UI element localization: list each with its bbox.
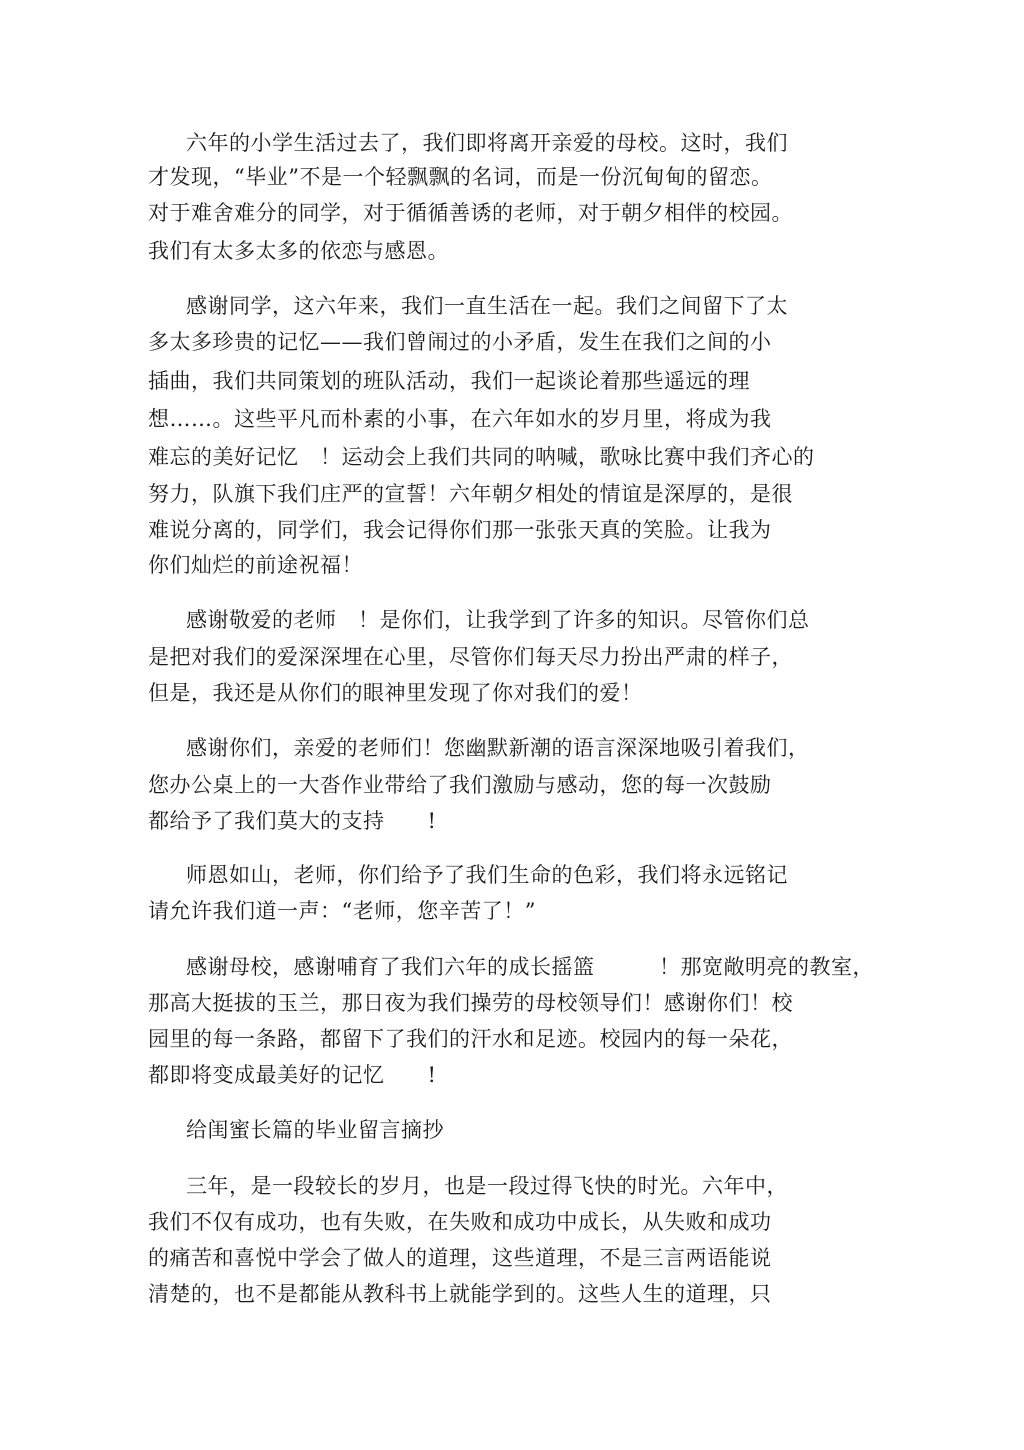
text-line: 师恩如山，老师，你们给予了我们生命的色彩，我们将永远铭记 [186,863,788,887]
section-heading: 给闺蜜长篇的毕业留言摘抄 [186,1118,444,1142]
text-line: 你们灿烂的前途祝福！ [148,553,363,577]
text-line: 但是，我还是从你们的眼神里发现了你对我们的爱！ [148,681,643,705]
text-line: 的痛苦和喜悦中学会了做人的道理，这些道理，不是三言两语能说 [148,1246,772,1270]
text-line: 感谢敬爱的老师 ！是你们，让我学到了许多的知识。尽管你们总 [186,608,810,632]
text-line: 是把对我们的爱深深埋在心里，尽管你们每天尽力扮出严肃的样子， [148,645,793,669]
text-line: 感谢你们，亲爱的老师们！您幽默新潮的语言深深地吸引着我们， [186,736,810,760]
text-line: 感谢同学，这六年来，我们一直生活在一起。我们之间留下了太 [186,294,788,318]
text-line: 难忘的美好记忆 ！运动会上我们共同的呐喊，歌咏比赛中我们齐心的 [148,445,815,469]
text-line: 清楚的，也不是都能从教科书上就能学到的。这些人生的道理，只 [148,1282,772,1306]
text-line: 才发现，“毕业”不是一个轻飘飘的名词，而是一份沉甸甸的留恋。 [148,165,773,189]
text-line: 感谢母校，感谢哺育了我们六年的成长摇篮 ！那宽敞明亮的教室， [186,955,874,979]
text-line: 那高大挺拔的玉兰，那日夜为我们操劳的母校领导们！感谢你们！校 [148,991,793,1015]
text-line: 园里的每一条路，都留下了我们的汗水和足迹。校园内的每一朵花， [148,1027,793,1051]
text-line: 六年的小学生活过去了，我们即将离开亲爱的母校。这时，我们 [186,131,788,155]
text-line: 都即将变成最美好的记忆 ! [148,1063,437,1087]
text-line: 我们不仅有成功，也有失败，在失败和成功中成长，从失败和成功 [148,1210,772,1234]
text-line: 难说分离的，同学们，我会记得你们那一张张天真的笑脸。让我为 [148,518,772,542]
text-line: 我们有太多太多的依恋与感恩。 [148,239,449,263]
text-line: 三年，是一段较长的岁月，也是一段过得飞快的时光。六年中， [186,1174,788,1198]
text-line: 多太多珍贵的记忆——我们曾闹过的小矛盾，发生在我们之间的小 [148,330,772,354]
text-line: 想……。这些平凡而朴素的小事，在六年如水的岁月里，将成为我 [148,407,772,431]
text-line: 插曲，我们共同策划的班队活动，我们一起谈论着那些遥远的理 [148,369,750,393]
text-line: 请允许我们道一声：“老师，您辛苦了！” [148,899,536,923]
text-line: 都给予了我们莫大的支持 ! [148,809,437,833]
text-line: 您办公桌上的一大沓作业带给了我们激励与感动，您的每一次鼓励 [148,773,772,797]
text-line: 努力，队旗下我们庄严的宣誓！六年朝夕相处的情谊是深厚的，是很 [148,482,793,506]
text-line: 对于难舍难分的同学，对于循循善诱的老师，对于朝夕相伴的校园。 [148,201,793,225]
